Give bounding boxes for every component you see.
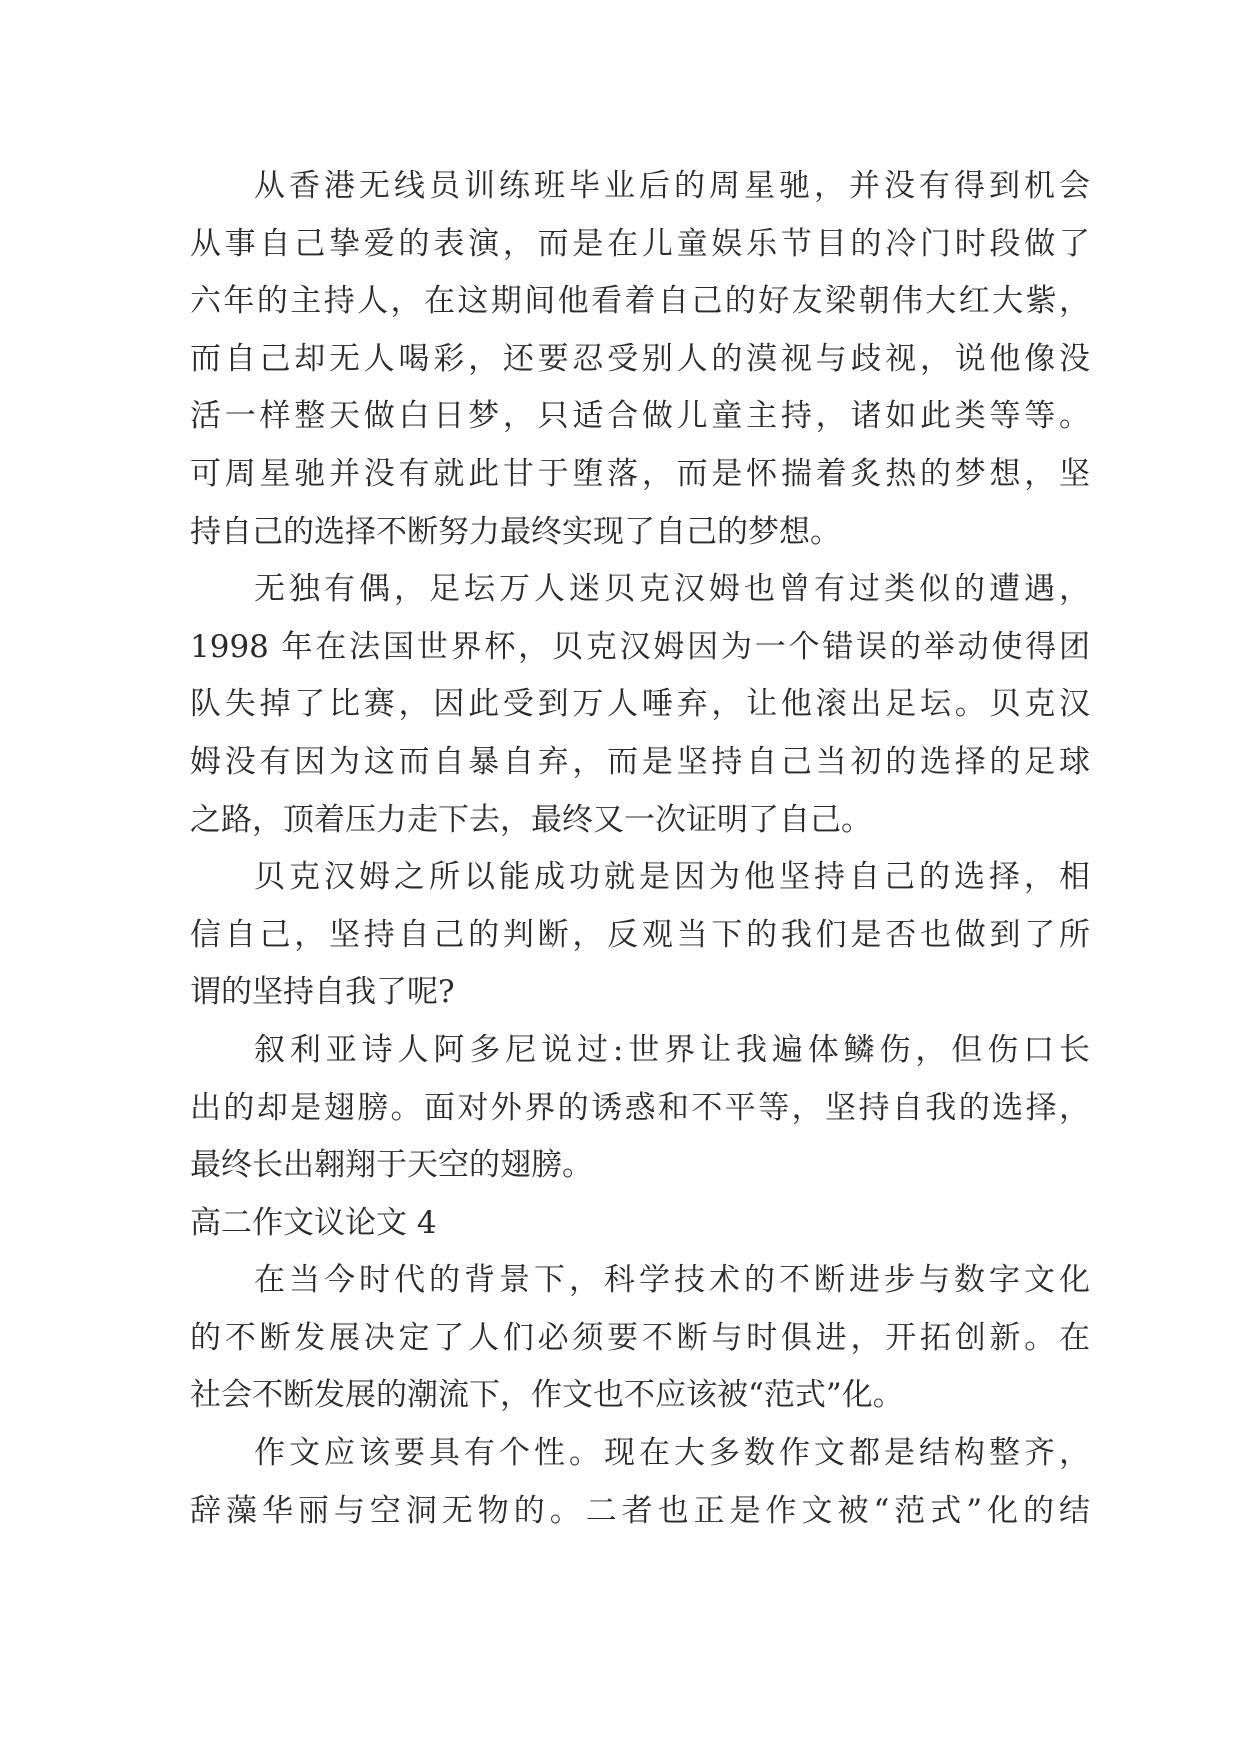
paragraph [190,158,1090,561]
text-line: 可周星驰并没有就此甘于堕落，而是怀揣着炙热的梦想，坚 [190,455,1090,492]
text-line: 的不断发展决定了人们必须要不断与时俱进，开拓创新。在 [190,1319,1090,1356]
paragraph [190,1252,1090,1425]
text-line: 辞藻华丽与空洞无物的。二者也正是作文被“范式”化的结 [190,1492,1090,1529]
section-heading: 高二作文议论文 4 [190,1204,437,1241]
text-line: 持自己的选择不断努力最终实现了自己的梦想。 [190,513,841,550]
text-line: 无独有偶，足坛万人迷贝克汉姆也曾有过类似的遭遇， [254,571,1090,608]
paragraph [190,1425,1090,1540]
text-line: 六年的主持人，在这期间他看着自己的好友梁朝伟大红大紫， [190,283,1090,320]
document-page [190,158,1090,1540]
text-line: 出的却是翅膀。面对外界的诱惑和不平等，坚持自我的选择， [190,1089,1090,1126]
text-line: 队失掉了比赛，因此受到万人唾弃，让他滚出足坛。贝克汉 [190,686,1090,723]
text-line: 活一样整天做白日梦，只适合做儿童主持，诸如此类等等。 [190,398,1090,435]
text-line: 最终长出翱翔于天空的翅膀。 [190,1147,593,1184]
text-line: 贝克汉姆之所以能成功就是因为他坚持自己的选择，相 [254,859,1090,896]
text-line: 叙利亚诗人阿多尼说过:世界让我遍体鳞伤，但伤口长 [254,1031,1090,1068]
text-line: 在当今时代的背景下，科学技术的不断进步与数字文化 [254,1262,1090,1299]
text-line: 姆没有因为这而自暴自弃，而是坚持自己当初的选择的足球 [190,743,1090,780]
text-line: 而自己却无人喝彩，还要忍受别人的漠视与歧视，说他像没 [190,340,1090,377]
text-line: 之路，顶着压力走下去，最终又一次证明了自己。 [190,801,872,838]
text-line: 从香港无线员训练班毕业后的周星驰，并没有得到机会 [254,168,1090,204]
paragraph [190,849,1090,1022]
text-line: 社会不断发展的潮流下，作文也不应该被“范式”化。 [190,1377,904,1414]
text-line: 作文应该要具有个性。现在大多数作文都是结构整齐， [254,1435,1090,1472]
text-line: 谓的坚持自我了呢? [190,974,455,1011]
text-line: 1998 年在法国世界杯，贝克汉姆因为一个错误的举动使得团 [190,628,1090,665]
paragraph [190,561,1090,849]
text-line: 信自己，坚持自己的判断，反观当下的我们是否也做到了所 [190,916,1090,953]
paragraph [190,1022,1090,1195]
text-line: 从事自己挚爱的表演，而是在儿童娱乐节目的冷门时段做了 [190,225,1090,262]
